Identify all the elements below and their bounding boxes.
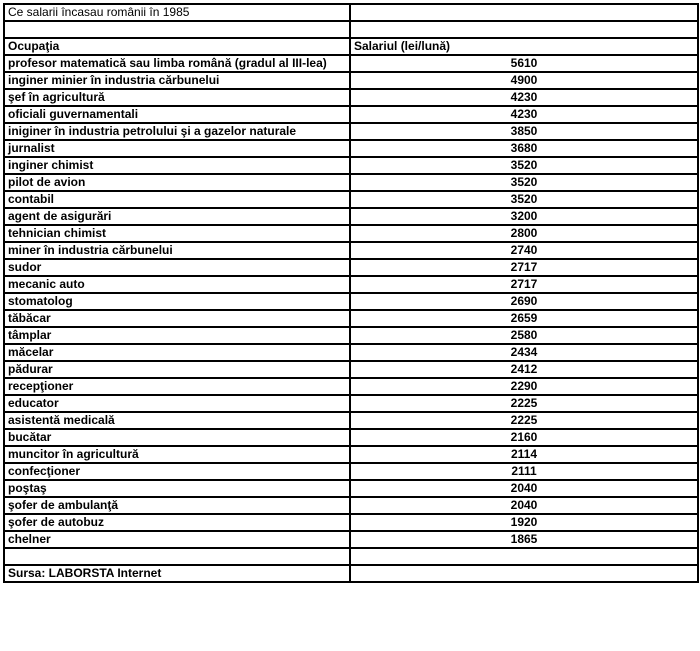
spreadsheet bbox=[3, 3, 697, 648]
empty-cell[interactable] bbox=[350, 21, 698, 38]
salary-cell[interactable]: 3850 bbox=[350, 123, 698, 140]
salary-cell[interactable]: 4230 bbox=[350, 106, 698, 123]
header-row bbox=[4, 38, 698, 55]
salary-cell[interactable]: 2690 bbox=[350, 293, 698, 310]
salary-cell[interactable]: 1865 bbox=[350, 531, 698, 548]
table-row bbox=[4, 242, 698, 259]
empty-cell[interactable] bbox=[350, 4, 698, 21]
table-row bbox=[4, 463, 698, 480]
salary-cell[interactable]: 2225 bbox=[350, 412, 698, 429]
empty-cell[interactable] bbox=[350, 548, 698, 565]
table-row bbox=[4, 446, 698, 463]
occupation-cell[interactable]: jurnalist bbox=[4, 140, 350, 157]
occupation-cell[interactable]: stomatolog bbox=[4, 293, 350, 310]
occupation-cell[interactable]: tehnician chimist bbox=[4, 225, 350, 242]
occupation-cell[interactable]: inginer minier în industria cărbunelui bbox=[4, 72, 350, 89]
salary-cell[interactable]: 3680 bbox=[350, 140, 698, 157]
occupation-cell[interactable]: agent de asigurări bbox=[4, 208, 350, 225]
header-occupation[interactable]: Ocupaţia bbox=[4, 38, 350, 55]
table-row bbox=[4, 259, 698, 276]
table-row bbox=[4, 361, 698, 378]
occupation-cell[interactable]: recepţioner bbox=[4, 378, 350, 395]
salary-cell[interactable]: 4900 bbox=[350, 72, 698, 89]
salary-cell[interactable]: 2800 bbox=[350, 225, 698, 242]
table-row bbox=[4, 123, 698, 140]
table-title[interactable]: Ce salarii încasau românii în 1985 bbox=[4, 4, 350, 21]
occupation-cell[interactable]: inginer chimist bbox=[4, 157, 350, 174]
table-row bbox=[4, 378, 698, 395]
header-salary[interactable]: Salariul (lei/lună) bbox=[350, 38, 698, 55]
source-row bbox=[4, 565, 698, 582]
occupation-cell[interactable]: şofer de autobuz bbox=[4, 514, 350, 531]
occupation-cell[interactable]: sudor bbox=[4, 259, 350, 276]
occupation-cell[interactable]: tăbăcar bbox=[4, 310, 350, 327]
salary-cell[interactable]: 3520 bbox=[350, 191, 698, 208]
occupation-cell[interactable]: oficiali guvernamentali bbox=[4, 106, 350, 123]
table-row bbox=[4, 429, 698, 446]
table-row bbox=[4, 191, 698, 208]
table-row bbox=[4, 531, 698, 548]
occupation-cell[interactable]: pădurar bbox=[4, 361, 350, 378]
salary-cell[interactable]: 2111 bbox=[350, 463, 698, 480]
table-row bbox=[4, 55, 698, 72]
salary-cell[interactable]: 1920 bbox=[350, 514, 698, 531]
spacer-row bbox=[4, 21, 698, 38]
table-row bbox=[4, 89, 698, 106]
table-row bbox=[4, 140, 698, 157]
occupation-cell[interactable]: măcelar bbox=[4, 344, 350, 361]
occupation-cell[interactable]: contabil bbox=[4, 191, 350, 208]
salary-cell[interactable]: 2580 bbox=[350, 327, 698, 344]
occupation-cell[interactable]: pilot de avion bbox=[4, 174, 350, 191]
table-row bbox=[4, 276, 698, 293]
table-row bbox=[4, 208, 698, 225]
salary-cell[interactable]: 5610 bbox=[350, 55, 698, 72]
salary-table bbox=[3, 3, 699, 583]
table-row bbox=[4, 106, 698, 123]
table-row bbox=[4, 157, 698, 174]
table-row bbox=[4, 344, 698, 361]
salary-cell[interactable]: 2290 bbox=[350, 378, 698, 395]
empty-cell[interactable] bbox=[350, 565, 698, 582]
table-row bbox=[4, 72, 698, 89]
occupation-cell[interactable]: chelner bbox=[4, 531, 350, 548]
salary-cell[interactable]: 2040 bbox=[350, 480, 698, 497]
table-row bbox=[4, 514, 698, 531]
table-row bbox=[4, 225, 698, 242]
table-row bbox=[4, 174, 698, 191]
occupation-cell[interactable]: mecanic auto bbox=[4, 276, 350, 293]
occupation-cell[interactable]: bucătar bbox=[4, 429, 350, 446]
title-row bbox=[4, 4, 698, 21]
salary-cell[interactable]: 2412 bbox=[350, 361, 698, 378]
occupation-cell[interactable]: asistentă medicală bbox=[4, 412, 350, 429]
occupation-cell[interactable]: muncitor în agricultură bbox=[4, 446, 350, 463]
salary-cell[interactable]: 2740 bbox=[350, 242, 698, 259]
salary-cell[interactable]: 4230 bbox=[350, 89, 698, 106]
salary-cell[interactable]: 3520 bbox=[350, 157, 698, 174]
salary-cell[interactable]: 2659 bbox=[350, 310, 698, 327]
salary-cell[interactable]: 2040 bbox=[350, 497, 698, 514]
source-note[interactable]: Sursa: LABORSTA Internet bbox=[4, 565, 350, 582]
occupation-cell[interactable]: şofer de ambulanţă bbox=[4, 497, 350, 514]
occupation-cell[interactable]: poştaş bbox=[4, 480, 350, 497]
salary-cell[interactable]: 2717 bbox=[350, 276, 698, 293]
salary-table-body bbox=[4, 4, 698, 582]
occupation-cell[interactable]: şef în agricultură bbox=[4, 89, 350, 106]
salary-cell[interactable]: 3200 bbox=[350, 208, 698, 225]
table-row bbox=[4, 327, 698, 344]
occupation-cell[interactable]: tâmplar bbox=[4, 327, 350, 344]
salary-cell[interactable]: 2225 bbox=[350, 395, 698, 412]
occupation-cell[interactable]: miner în industria cărbunelui bbox=[4, 242, 350, 259]
spacer-row bbox=[4, 548, 698, 565]
empty-cell[interactable] bbox=[4, 21, 350, 38]
salary-cell[interactable]: 2114 bbox=[350, 446, 698, 463]
occupation-cell[interactable]: profesor matematică sau limba română (gradul al III-lea) bbox=[4, 55, 350, 72]
table-row bbox=[4, 310, 698, 327]
salary-cell[interactable]: 2717 bbox=[350, 259, 698, 276]
occupation-cell[interactable]: educator bbox=[4, 395, 350, 412]
empty-cell[interactable] bbox=[4, 548, 350, 565]
occupation-cell[interactable]: iniginer în industria petrolului şi a gazelor naturale bbox=[4, 123, 350, 140]
table-row bbox=[4, 395, 698, 412]
table-row bbox=[4, 293, 698, 310]
table-row bbox=[4, 497, 698, 514]
table-row bbox=[4, 480, 698, 497]
salary-cell[interactable]: 2160 bbox=[350, 429, 698, 446]
table-row bbox=[4, 412, 698, 429]
salary-cell[interactable]: 2434 bbox=[350, 344, 698, 361]
occupation-cell[interactable]: confecţioner bbox=[4, 463, 350, 480]
salary-cell[interactable]: 3520 bbox=[350, 174, 698, 191]
